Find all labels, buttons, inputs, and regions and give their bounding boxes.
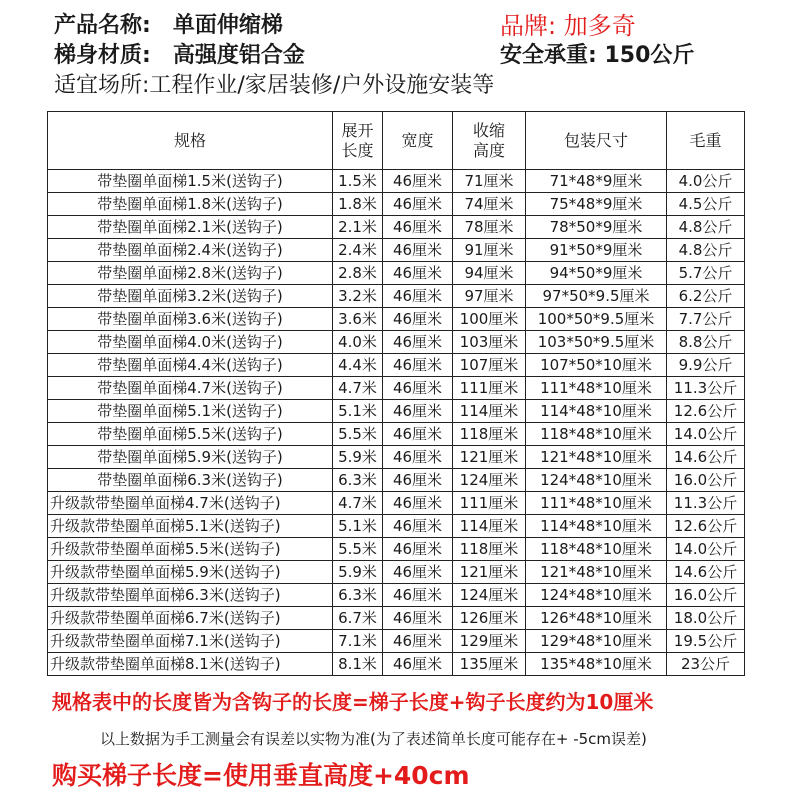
table-row <box>48 584 745 607</box>
width-cell: 46厘米 <box>383 170 453 193</box>
unfold-length-cell: 5.1米 <box>333 515 383 538</box>
buy-length-note: 购买梯子长度=使用垂直高度+40cm <box>52 761 470 790</box>
width-cell: 46厘米 <box>383 538 453 561</box>
table-row <box>48 607 745 630</box>
spec-name-cell: 带垫圈单面梯6.3米(送钩子) <box>48 469 333 492</box>
spec-name-cell: 带垫圈单面梯2.4米(送钩子) <box>48 239 333 262</box>
package-size-cell: 107*50*10厘米 <box>526 354 667 377</box>
gross-weight-cell: 14.0公斤 <box>667 538 745 561</box>
package-size-cell: 91*50*9厘米 <box>526 239 667 262</box>
table-row <box>48 469 745 492</box>
gross-weight-cell: 9.9公斤 <box>667 354 745 377</box>
folded-height-cell: 71厘米 <box>453 170 526 193</box>
package-size-cell: 71*48*9厘米 <box>526 170 667 193</box>
package-size-cell: 111*48*10厘米 <box>526 492 667 515</box>
unfold-length-cell: 3.6米 <box>333 308 383 331</box>
table-row <box>48 515 745 538</box>
spec-name-cell: 带垫圈单面梯4.4米(送钩子) <box>48 354 333 377</box>
gross-weight-cell: 14.6公斤 <box>667 561 745 584</box>
product-name-line <box>54 8 283 39</box>
package-size-cell: 124*48*10厘米 <box>526 584 667 607</box>
spec-name-cell: 带垫圈单面梯4.0米(送钩子) <box>48 331 333 354</box>
unfold-length-cell: 5.9米 <box>333 446 383 469</box>
width-cell: 46厘米 <box>383 216 453 239</box>
brand-text: 品牌: 加多奇 <box>500 12 636 40</box>
spec-name-cell: 升级款带垫圈单面梯4.7米(送钩子) <box>48 492 333 515</box>
gross-weight-cell: 4.8公斤 <box>667 216 745 239</box>
folded-height-cell: 121厘米 <box>453 561 526 584</box>
table-row <box>48 170 745 193</box>
unfold-length-cell: 5.9米 <box>333 561 383 584</box>
folded-height-cell: 124厘米 <box>453 584 526 607</box>
package-size-cell: 114*48*10厘米 <box>526 515 667 538</box>
folded-height-cell: 135厘米 <box>453 653 526 676</box>
gross-weight-cell: 11.3公斤 <box>667 492 745 515</box>
spec-name-cell: 带垫圈单面梯5.9米(送钩子) <box>48 446 333 469</box>
package-size-cell: 97*50*9.5厘米 <box>526 285 667 308</box>
table-row <box>48 354 745 377</box>
spec-name-cell: 升级款带垫圈单面梯5.5米(送钩子) <box>48 538 333 561</box>
gross-weight-cell: 7.7公斤 <box>667 308 745 331</box>
spec-table <box>47 111 745 676</box>
spec-name-cell: 带垫圈单面梯3.2米(送钩子) <box>48 285 333 308</box>
header-line: 收缩 <box>472 120 505 140</box>
package-size-cell: 129*48*10厘米 <box>526 630 667 653</box>
unfold-length-cell: 1.5米 <box>333 170 383 193</box>
unfold-length-cell: 6.3米 <box>333 469 383 492</box>
spec-table-header <box>48 112 745 170</box>
spec-name-cell: 升级款带垫圈单面梯6.3米(送钩子) <box>48 584 333 607</box>
width-cell: 46厘米 <box>383 607 453 630</box>
table-row <box>48 630 745 653</box>
unfold-length-cell: 5.5米 <box>333 538 383 561</box>
folded-height-cell: 97厘米 <box>453 285 526 308</box>
width-cell: 46厘米 <box>383 584 453 607</box>
gross-weight-cell: 12.6公斤 <box>667 400 745 423</box>
table-row <box>48 193 745 216</box>
spec-name-cell: 升级款带垫圈单面梯6.7米(送钩子) <box>48 607 333 630</box>
width-cell: 46厘米 <box>383 469 453 492</box>
folded-height-cell: 126厘米 <box>453 607 526 630</box>
folded-height-cell: 118厘米 <box>453 423 526 446</box>
table-row <box>48 561 745 584</box>
unfold-length-header <box>333 112 383 170</box>
width-cell: 46厘米 <box>383 446 453 469</box>
unfold-length-cell: 6.3米 <box>333 584 383 607</box>
spec-name-cell: 升级款带垫圈单面梯8.1米(送钩子) <box>48 653 333 676</box>
unfold-length-cell: 4.7米 <box>333 377 383 400</box>
package-size-cell: 94*50*9厘米 <box>526 262 667 285</box>
width-cell: 46厘米 <box>383 423 453 446</box>
gross-weight-cell: 4.0公斤 <box>667 170 745 193</box>
package-size-cell: 114*48*10厘米 <box>526 400 667 423</box>
gross-weight-cell: 16.0公斤 <box>667 469 745 492</box>
package-size-cell: 103*50*9.5厘米 <box>526 331 667 354</box>
gross-weight-cell: 11.3公斤 <box>667 377 745 400</box>
folded-height-cell: 103厘米 <box>453 331 526 354</box>
folded-height-cell: 121厘米 <box>453 446 526 469</box>
unfold-length-cell: 1.8米 <box>333 193 383 216</box>
spec-name-cell: 带垫圈单面梯4.7米(送钩子) <box>48 377 333 400</box>
folded-height-cell: 91厘米 <box>453 239 526 262</box>
width-header <box>383 112 453 170</box>
material-line <box>54 38 305 69</box>
package-size-cell: 121*48*10厘米 <box>526 561 667 584</box>
table-row <box>48 446 745 469</box>
width-cell: 46厘米 <box>383 630 453 653</box>
gross-weight-cell: 14.6公斤 <box>667 446 745 469</box>
table-row <box>48 377 745 400</box>
header-line: 毛重 <box>689 130 722 150</box>
venue-text: 适宜场所:工程作业/家居装修/户外设施安装等 <box>54 73 495 98</box>
material-label: 梯身材质: <box>54 43 151 68</box>
package-size-cell: 100*50*9.5厘米 <box>526 308 667 331</box>
folded-height-cell: 107厘米 <box>453 354 526 377</box>
unfold-length-cell: 2.4米 <box>333 239 383 262</box>
material-value: 高强度铝合金 <box>172 43 305 68</box>
unfold-length-cell: 4.7米 <box>333 492 383 515</box>
package-size-cell: 124*48*10厘米 <box>526 469 667 492</box>
gross-weight-cell: 12.6公斤 <box>667 515 745 538</box>
unfold-length-cell: 4.4米 <box>333 354 383 377</box>
length-note: 规格表中的长度皆为含钩子的长度=梯子长度+钩子长度约为10厘米 <box>52 690 654 714</box>
header-line: 展开 <box>341 120 374 140</box>
folded-height-header <box>453 112 526 170</box>
folded-height-cell: 114厘米 <box>453 400 526 423</box>
header-line: 长度 <box>341 140 374 160</box>
spec-name-cell: 带垫圈单面梯1.5米(送钩子) <box>48 170 333 193</box>
width-cell: 46厘米 <box>383 262 453 285</box>
folded-height-cell: 100厘米 <box>453 308 526 331</box>
package-size-cell: 118*48*10厘米 <box>526 423 667 446</box>
spec-table-body <box>48 170 745 676</box>
table-row <box>48 653 745 676</box>
package-size-cell: 135*48*10厘米 <box>526 653 667 676</box>
package-size-cell: 126*48*10厘米 <box>526 607 667 630</box>
header-line: 宽度 <box>401 130 434 150</box>
spec-name-cell: 带垫圈单面梯5.1米(送钩子) <box>48 400 333 423</box>
package-size-cell: 121*48*10厘米 <box>526 446 667 469</box>
width-cell: 46厘米 <box>383 561 453 584</box>
gross-weight-header <box>667 112 745 170</box>
product-name-value: 单面伸缩梯 <box>172 13 283 38</box>
folded-height-cell: 94厘米 <box>453 262 526 285</box>
gross-weight-cell: 8.8公斤 <box>667 331 745 354</box>
spec-name-cell: 升级款带垫圈单面梯7.1米(送钩子) <box>48 630 333 653</box>
gross-weight-cell: 6.2公斤 <box>667 285 745 308</box>
unfold-length-cell: 8.1米 <box>333 653 383 676</box>
table-row <box>48 285 745 308</box>
table-row <box>48 331 745 354</box>
unfold-length-cell: 7.1米 <box>333 630 383 653</box>
width-cell: 46厘米 <box>383 492 453 515</box>
spec-name-cell: 带垫圈单面梯2.8米(送钩子) <box>48 262 333 285</box>
table-row <box>48 239 745 262</box>
width-cell: 46厘米 <box>383 308 453 331</box>
unfold-length-cell: 3.2米 <box>333 285 383 308</box>
header-line: 高度 <box>472 140 505 160</box>
gross-weight-cell: 19.5公斤 <box>667 630 745 653</box>
folded-height-cell: 114厘米 <box>453 515 526 538</box>
header-line: 包装尺寸 <box>563 130 628 150</box>
spec-name-cell: 带垫圈单面梯5.5米(送钩子) <box>48 423 333 446</box>
folded-height-cell: 129厘米 <box>453 630 526 653</box>
unfold-length-cell: 5.5米 <box>333 423 383 446</box>
package-size-cell: 75*48*9厘米 <box>526 193 667 216</box>
product-name-label: 产品名称: <box>54 13 151 38</box>
unfold-length-cell: 4.0米 <box>333 331 383 354</box>
spec-name-cell: 升级款带垫圈单面梯5.9米(送钩子) <box>48 561 333 584</box>
spec-name-cell: 升级款带垫圈单面梯5.1米(送钩子) <box>48 515 333 538</box>
table-row <box>48 308 745 331</box>
folded-height-cell: 78厘米 <box>453 216 526 239</box>
unfold-length-cell: 6.7米 <box>333 607 383 630</box>
package-size-cell: 111*48*10厘米 <box>526 377 667 400</box>
width-cell: 46厘米 <box>383 239 453 262</box>
width-cell: 46厘米 <box>383 377 453 400</box>
width-cell: 46厘米 <box>383 193 453 216</box>
table-row <box>48 492 745 515</box>
gross-weight-cell: 14.0公斤 <box>667 423 745 446</box>
table-row <box>48 423 745 446</box>
gross-weight-cell: 23公斤 <box>667 653 745 676</box>
package-size-cell: 118*48*10厘米 <box>526 538 667 561</box>
package-size-header <box>526 112 667 170</box>
spec-header <box>48 112 333 170</box>
header-line: 规格 <box>173 130 206 150</box>
gross-weight-cell: 16.0公斤 <box>667 584 745 607</box>
measure-note: 以上数据为手工测量会有误差以实物为准(为了表述简单长度可能存在+ -5cm误差) <box>100 730 647 748</box>
spec-name-cell: 带垫圈单面梯2.1米(送钩子) <box>48 216 333 239</box>
width-cell: 46厘米 <box>383 331 453 354</box>
width-cell: 46厘米 <box>383 354 453 377</box>
unfold-length-cell: 5.1米 <box>333 400 383 423</box>
table-row <box>48 400 745 423</box>
table-row <box>48 216 745 239</box>
spec-name-cell: 带垫圈单面梯3.6米(送钩子) <box>48 308 333 331</box>
spec-name-cell: 带垫圈单面梯1.8米(送钩子) <box>48 193 333 216</box>
safe-load-text: 安全承重: 150公斤 <box>500 43 695 68</box>
folded-height-cell: 111厘米 <box>453 492 526 515</box>
gross-weight-cell: 4.5公斤 <box>667 193 745 216</box>
gross-weight-cell: 4.8公斤 <box>667 239 745 262</box>
folded-height-cell: 118厘米 <box>453 538 526 561</box>
folded-height-cell: 74厘米 <box>453 193 526 216</box>
gross-weight-cell: 5.7公斤 <box>667 262 745 285</box>
width-cell: 46厘米 <box>383 515 453 538</box>
folded-height-cell: 124厘米 <box>453 469 526 492</box>
gross-weight-cell: 18.0公斤 <box>667 607 745 630</box>
package-size-cell: 78*50*9厘米 <box>526 216 667 239</box>
unfold-length-cell: 2.8米 <box>333 262 383 285</box>
table-row <box>48 262 745 285</box>
width-cell: 46厘米 <box>383 653 453 676</box>
folded-height-cell: 111厘米 <box>453 377 526 400</box>
width-cell: 46厘米 <box>383 285 453 308</box>
width-cell: 46厘米 <box>383 400 453 423</box>
unfold-length-cell: 2.1米 <box>333 216 383 239</box>
table-row <box>48 538 745 561</box>
